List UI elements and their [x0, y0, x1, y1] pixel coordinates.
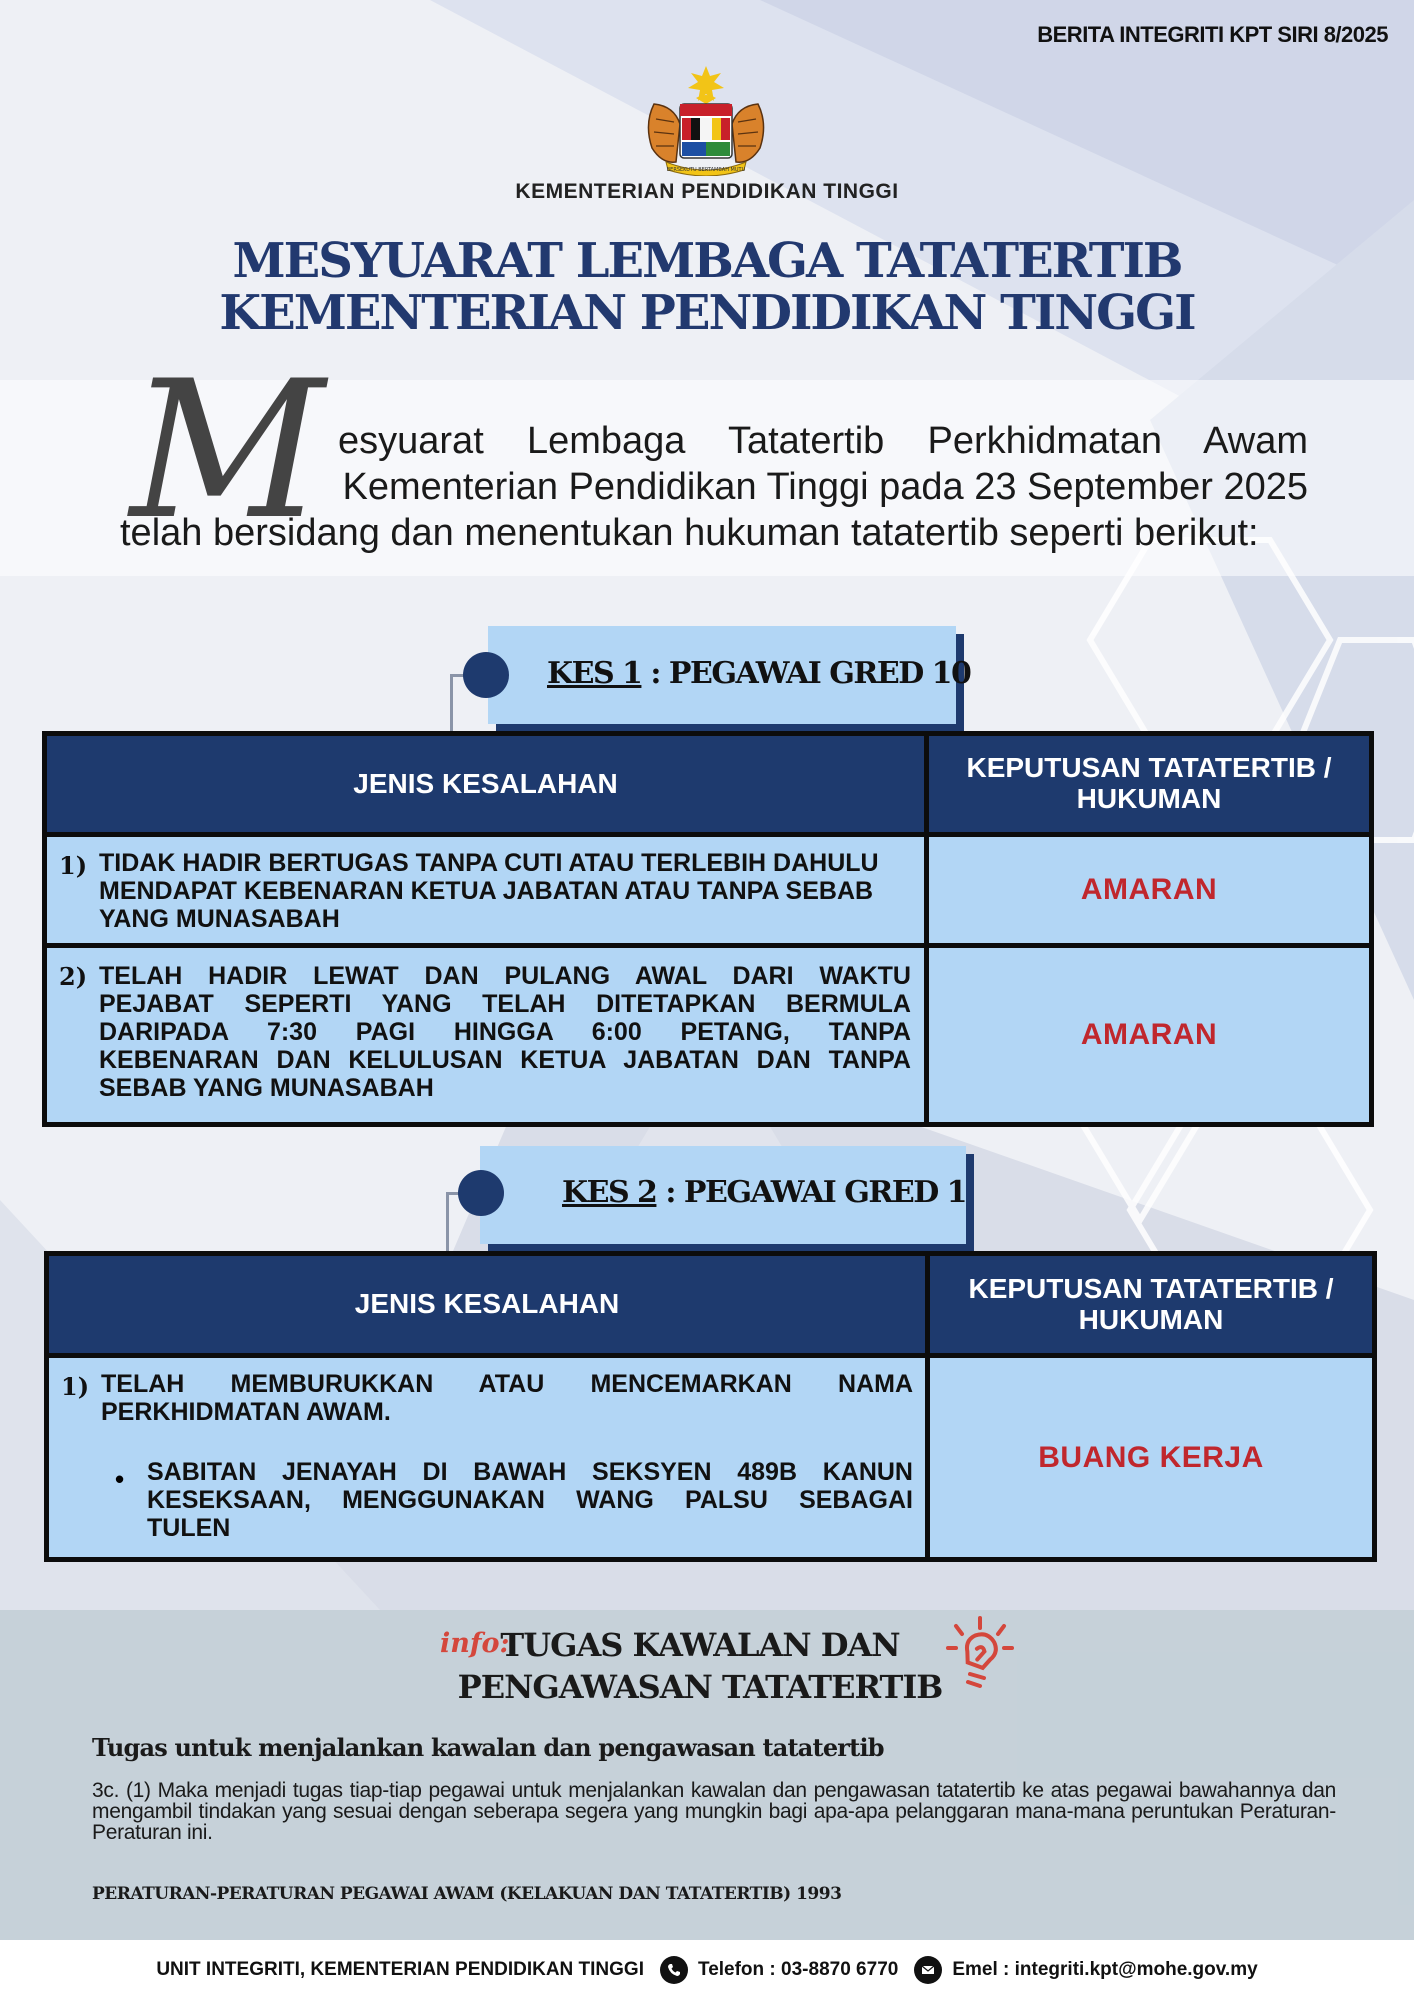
intro-line-3: telah bersidang dan menentukan hukuman tatatertib seperti berikut: — [120, 512, 1259, 554]
kes-1-row-1-verdict: AMARAN — [929, 837, 1369, 943]
kes-2-number: KES 2 — [562, 1175, 657, 1210]
offence-bullet-text — [147, 1458, 913, 1542]
kes-1-label — [547, 656, 970, 691]
offence-line: PERKHIDMATAN AWAM. — [101, 1398, 391, 1426]
kes-1-table — [42, 731, 1374, 1127]
regulation-reference: PERATURAN-PERATURAN PEGAWAI AWAM (KELAKUAN DAN TATATERTIB) 1993 — [92, 1884, 842, 1904]
kes-2-row-1-verdict: BUANG KERJA — [930, 1358, 1372, 1557]
kes-2-header-verdict: KEPUTUSAN TATATERTIB / HUKUMAN — [930, 1256, 1372, 1353]
series-label: BERITA INTEGRITI KPT SIRI 8/2025 — [1037, 22, 1388, 47]
offence-line: YANG MUNASABAH — [99, 905, 340, 933]
ministry-name: KEMENTERIAN PENDIDIKAN TINGGI — [515, 180, 899, 203]
page-title-line-2: KEMENTERIAN PENDIDIKAN TINGGI — [219, 285, 1195, 341]
footer-phone-label: Telefon : — [698, 1959, 776, 1980]
kes-2-label — [562, 1175, 966, 1210]
kes-1-number: KES 1 — [547, 656, 642, 691]
info-label: info: — [440, 1628, 510, 1659]
offence-line: TELAH HADIR LEWAT DAN PULANG AWAL DARI WAKTU — [99, 962, 911, 990]
info-title-line-2: PENGAWASAN TATATERTIB — [457, 1668, 943, 1706]
kes-2-connector-vertical — [446, 1192, 449, 1252]
offence-line: PEJABAT SEPERTI YANG TELAH DITETAPKAN BERMULA — [99, 990, 911, 1018]
offence-text — [99, 849, 911, 933]
kes-1-row-2-offence — [47, 948, 924, 1122]
info-heading: Tugas untuk menjalankan kawalan dan pengawasan tatatertib — [92, 1733, 884, 1762]
kes-2-header-offence: JENIS KESALAHAN — [49, 1256, 925, 1353]
intro-line-2: Kementerian Pendidikan Tinggi pada 23 September 2025 — [342, 466, 1308, 508]
page-title-line-1: MESYUARAT LEMBAGA TATATERTIB — [232, 233, 1182, 289]
footer-email-label: Emel : — [952, 1959, 1010, 1980]
info-paragraph: 3c. (1) Maka menjadi tugas tiap-tiap pegawai untuk menjalankan kawalan dan pengawasan tatatertib ke atas pegawai bawahannya dan mengambil tindakan yang sesuai dengan seberapa segera yang mungkin bagi apa-apa pelanggaran mana-mana peruntukan Peraturan-Peraturan ini. — [92, 1779, 1336, 1844]
offence-text — [101, 1370, 913, 1426]
kes-1-row-2-verdict: AMARAN — [929, 948, 1369, 1122]
kes-2-row-1-offence — [49, 1358, 925, 1557]
footer — [0, 1940, 1414, 2000]
intro-dropcap: M — [130, 340, 325, 561]
kes-1-connector-vertical — [450, 674, 453, 734]
kes-2-dot — [458, 1170, 504, 1216]
offence-line: TULEN — [147, 1514, 231, 1542]
footer-email[interactable]: integriti.kpt@mohe.gov.my — [1014, 1959, 1258, 1980]
kes-1-grade: PEGAWAI GRED 10 — [668, 656, 971, 691]
info-title-line-1: TUGAS KAWALAN DAN — [500, 1626, 900, 1664]
offence-line: KESEKSAAN, MENGGUNAKAN WANG PALSU SEBAGAI — [147, 1486, 913, 1514]
kes-2-separator: : — [665, 1175, 675, 1210]
kes-2-table — [44, 1251, 1377, 1562]
phone-icon — [660, 1956, 688, 1984]
crest-motto: BERSEKUTU BERTAMBAH MUTU — [666, 167, 746, 173]
offence-line: MENDAPAT KEBENARAN KETUA JABATAN ATAU TANPA SEBAB — [99, 877, 874, 905]
offence-line: SEBAB YANG MUNASABAH — [99, 1074, 434, 1102]
footer-unit: UNIT INTEGRITI, KEMENTERIAN PENDIDIKAN TINGGI — [156, 1959, 644, 1980]
kes-1-dot — [463, 652, 509, 698]
kes-1-header-verdict: KEPUTUSAN TATATERTIB / HUKUMAN — [929, 736, 1369, 832]
footer-phone[interactable]: 03-8870 6770 — [781, 1959, 899, 1980]
kes-1-separator: : — [650, 656, 660, 691]
offence-line: TIDAK HADIR BERTUGAS TANPA CUTI ATAU TERLEBIH DAHULU — [99, 849, 879, 877]
offence-line: TELAH MEMBURUKKAN ATAU MENCEMARKAN NAMA — [101, 1370, 913, 1398]
offence-text — [99, 962, 911, 1102]
lightbulb-icon — [940, 1612, 1020, 1692]
offence-line: DARIPADA 7:30 PAGI HINGGA 6:00 PETANG, TANPA — [99, 1018, 911, 1046]
bullet-icon: • — [115, 1464, 125, 1494]
row-number: 1) — [59, 851, 88, 880]
email-icon — [914, 1956, 942, 1984]
malaysia-crest-icon — [636, 64, 776, 176]
intro-line-1: esyuarat Lembaga Tatatertib Perkhidmatan Awam — [338, 420, 1308, 462]
offence-line: KEBENARAN DAN KELULUSAN KETUA JABATAN DAN TANPA — [99, 1046, 911, 1074]
kes-1-row-1-offence — [47, 837, 924, 943]
offence-line: SABITAN JENAYAH DI BAWAH SEKSYEN 489B KANUN — [147, 1458, 913, 1486]
row-number: 2) — [59, 962, 88, 991]
kes-1-header-offence: JENIS KESALAHAN — [47, 736, 924, 832]
row-number: 1) — [61, 1372, 90, 1401]
kes-2-grade: PEGAWAI GRED 1 — [683, 1175, 967, 1210]
